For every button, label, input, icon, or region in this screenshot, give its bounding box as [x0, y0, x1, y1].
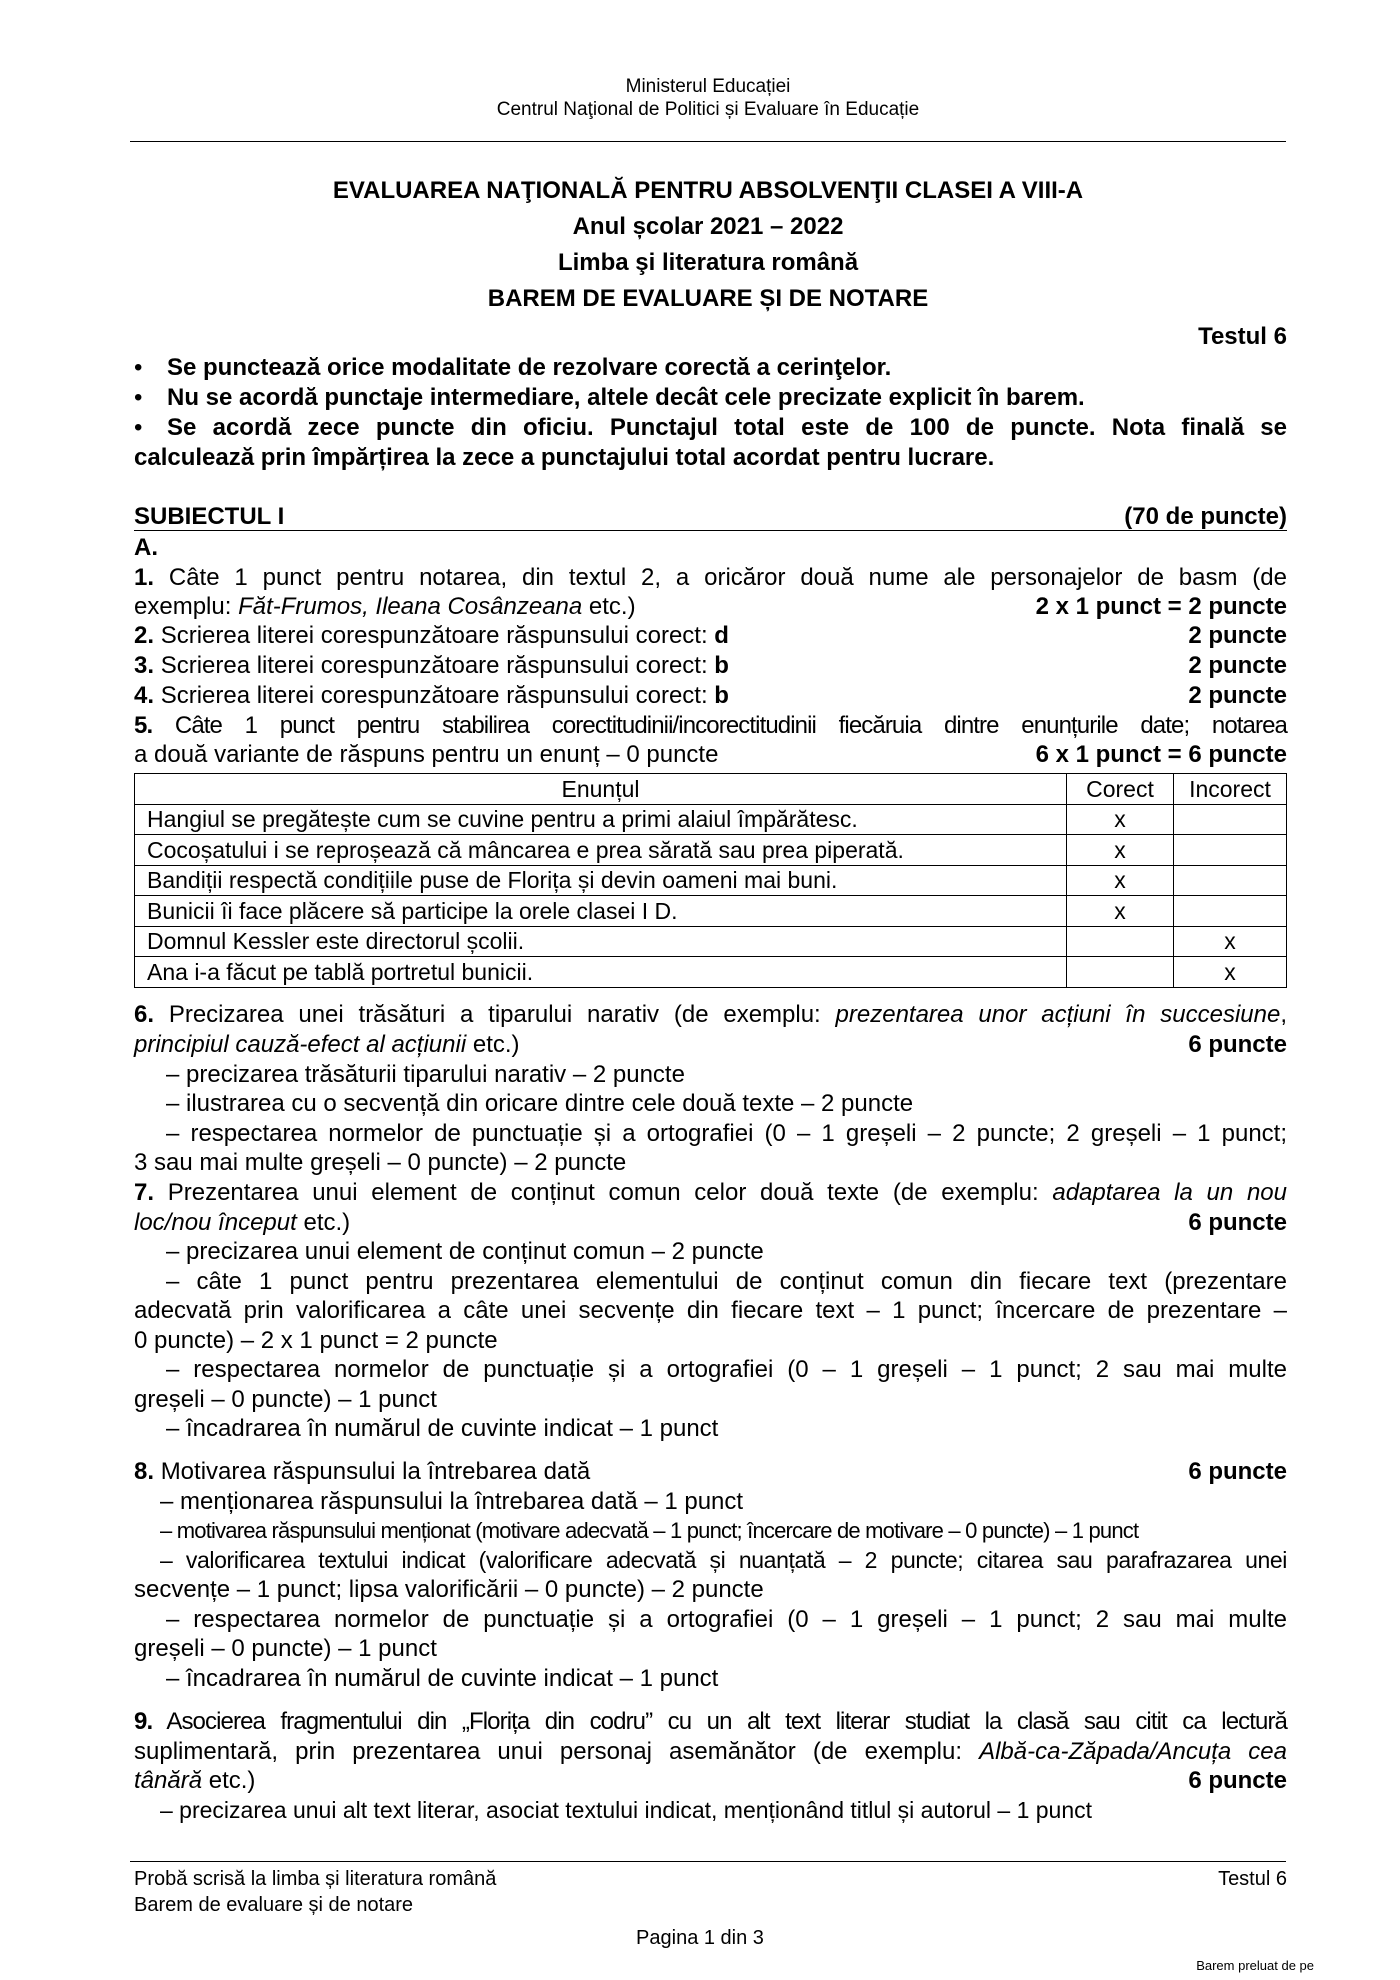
table-row [135, 957, 1287, 988]
correct-cell [1067, 957, 1174, 988]
test-number: Testul 6 [1198, 323, 1287, 350]
question-5-points: 6 x 1 punct = 6 puncte [1035, 741, 1287, 768]
incorrect-cell: x [1174, 926, 1287, 957]
criterion: – câte 1 punct pentru prezentarea elementului de conținut comun din fiecare text (prezentare [166, 1268, 1287, 1295]
table-row [135, 835, 1287, 866]
question-9-line2: suplimentară, prin prezentarea unui personaj asemănător (de exemplu: Albă-ca-Zăpada/Ancuța cea [134, 1738, 1288, 1765]
criterion: – încadrarea în numărul de cuvinte indicat – 1 punct [166, 1415, 719, 1442]
question-1-points: 2 x 1 punct = 2 puncte [1035, 593, 1287, 620]
incorrect-cell [1174, 804, 1287, 835]
criterion-continuation: adecvată prin valorificarea a câte unei secvențe din fiecare text – 1 punct; încercare de prezentare – [134, 1297, 1287, 1324]
school-year: Anul școlar 2021 – 2022 [572, 213, 844, 240]
ministry-name: Ministerul Educației [625, 76, 791, 97]
statement-cell: Ana i-a făcut pe tablă portretul bunicii. [135, 957, 1067, 988]
barem-title: BAREM DE EVALUARE ȘI DE NOTARE [487, 285, 929, 312]
question-6-line2: principiul cauză-efect al acțiunii etc.) 6 puncte [134, 1031, 1287, 1058]
criterion: – respectarea normelor de punctuație și a ortografiei (0 – 1 greșeli – 2 puncte; 2 greșeli – 1 punct; [166, 1120, 1287, 1147]
header-rule [130, 141, 1286, 142]
bullet-icon: • [134, 354, 143, 381]
question-8: 8. Motivarea răspunsului la întrebarea dată 6 puncte [134, 1458, 1287, 1485]
incorrect-cell [1174, 865, 1287, 896]
question-9-points: 6 puncte [1188, 1767, 1287, 1794]
rule-item-continuation: calculează prin împărțirea la zece a punctajului total acordat pentru lucrare. [134, 444, 995, 471]
criterion: – precizarea trăsăturii tiparului narativ – 2 puncte [166, 1061, 685, 1088]
question-7-points: 6 puncte [1188, 1209, 1287, 1236]
question-2: 2. Scrierea literei corespunzătoare răspunsului corect: d 2 puncte [134, 622, 1287, 649]
footer-left-2: Barem de evaluare și de notare [134, 1894, 414, 1916]
answer-letter: b [714, 652, 729, 679]
correct-cell: x [1067, 865, 1174, 896]
correct-cell: x [1067, 835, 1174, 866]
table-row [135, 804, 1287, 835]
criterion-continuation: greșeli – 0 puncte) – 1 punct [134, 1386, 437, 1413]
answer-letter: b [714, 682, 729, 709]
table-row [135, 896, 1287, 927]
subject-label: SUBIECTUL I [134, 503, 285, 530]
criterion-continuation: 3 sau mai multe greșeli – 0 puncte) – 2 puncte [134, 1149, 627, 1176]
question-1: 1. Câte 1 punct pentru notarea, din textul 2, a oricăror două nume ale personajelor de basm (de [134, 564, 1287, 591]
question-1-line2: exemplu: Făt-Frumos, Ileana Cosânzeana etc.) 2 x 1 punct = 2 puncte [134, 593, 1287, 620]
table-header: Corect [1067, 774, 1174, 805]
question-8-points: 6 puncte [1188, 1458, 1287, 1485]
criterion: – ilustrarea cu o secvență din oricare dintre cele două texte – 2 puncte [166, 1090, 914, 1117]
criterion: – precizarea unui alt text literar, asociat textului indicat, menționând titlul și autorul – 1 punct [160, 1797, 1093, 1823]
correct-cell: x [1067, 896, 1174, 927]
footer-rule [130, 1861, 1286, 1862]
question-6-points: 6 puncte [1188, 1031, 1287, 1058]
source-note: Barem preluat de pe [1196, 1958, 1314, 1973]
subject-points: (70 de puncte) [1124, 503, 1287, 530]
criterion-continuation: secvențe – 1 punct; lipsa valorificării – 0 puncte) – 2 puncte [134, 1576, 764, 1603]
table-header: Incorect [1174, 774, 1287, 805]
document-page: Ministerul Educației Centrul Naţional de Politici și Evaluare în Educație EVALUAREA NAŢIONALĂ PENTRU ABSOLVENŢII CLASEI A VIII-A Anul școlar 2021 – 2022 Limba şi literatura română BAREM DE EVALUARE ȘI DE NOTARE Testul 6 • Se punctează orice modalitate de rezolvare corectă a cerinţelor. • Nu se acordă punctaje intermediare, altele decât cele precizate explicit în barem. • Se acordă zece puncte din oficiu. Punctajul total este de 100 de puncte. Nota finală se calculează prin împărțirea la zece a punctajului total acordat pentru lucrare. SUBIECTUL I (70 de puncte) A. 1. Câte 1 punct pentru notarea, din textul 2, a oricăror două nume ale personajelor de basm (de exemplu: Făt-Frumos, Ileana Cosânzeana etc.) 2 x 1 punct = 2 puncte 2. Scrierea literei corespunzătoare răspunsului corect: d 2 puncte 3. Scrierea literei corespunzătoare răspunsului corect: b 2 puncte 4. Scrierea literei corespunzătoare răspunsului corect: b 2 puncte 5. Câte 1 punct pentru stabilirea corectitudinii/incorectitudinii fiecăruia dintre enunțurile date; notarea a două variante de răspuns pentru un enunț – 0 puncte 6 x 1 punct = 6 puncte Enunțul Corect Incorect Hangiul se pregătește cum se cuvine pentru a primi alaiul împărătesc. x Cocoșatului i se reproșează că mâncarea e prea sărată sau prea piperată. x Bandiții respectă condițiile puse de Florița și devin oameni mai buni. x Bunicii îi face plăcere să participe la orele clasei I D. x Domnul Kessler este directorul școlii. x Ana i-a făcut pe tablă portretul bunicii. x 6. Precizarea unei trăsături a tiparului narativ (de exemplu: prezentarea unor acțiuni în succesiune, principiul cauză-efect al acțiunii etc.) 6 puncte – precizarea trăsăturii tiparului narativ – 2 puncte – ilustrarea cu o secvență din oricare dintre cele două texte – 2 puncte – respectarea normelor de punctuație și a ortografiei (0 – 1 greșeli – 2 puncte; 2 greșeli – 1 punct; 3 sau mai multe greșeli – 0 puncte) – 2 puncte 7. Prezentarea unui element de conținut comun celor două texte (de exemplu: adaptarea la un nou loc/nou început etc.) 6 puncte – precizarea unui element de conținut comun – 2 puncte – câte 1 punct pentru prezentarea elementului de conținut comun din fiecare text (prezentare adecvată prin valorificarea a câte unei secvențe din fiecare text – 1 punct; încercare de prezentare – 0 puncte) – 2 x 1 punct = 2 puncte – respectarea normelor de punctuație și a ortografiei (0 – 1 greșeli – 1 punct; 2 sau mai multe greșeli – 0 puncte) – 1 punct – încadrarea în numărul de cuvinte indicat – 1 punct 8. Motivarea răspunsului la întrebarea dată 6 puncte – menționarea răspunsului la întrebarea dată – 1 punct – motivarea răspunsului menționat (motivare adecvată – 1 punct; încercare de motivare – 0 puncte) – 1 punct – valorificarea textului indicat (valorificare adecvată și nuanțată – 2 puncte; citarea sau parafrazarea unei secvențe – 1 punct; lipsa valorificării – 0 puncte) – 2 puncte – respectarea normelor de punctuație și a ortografiei (0 – 1 greșeli – 1 punct; 2 sau mai multe greșeli – 0 puncte) – 1 punct – încadrarea în numărul de cuvinte indicat – 1 punct 9. Asocierea fragmentului din „Florița din codru” cu un alt text literar studiat la clasă sau citit ca lectură suplimentară, prin prezentarea unui personaj asemănător (de exemplu: Albă-ca-Zăpada/Ancuța cea tânără etc.) 6 puncte – precizarea unui alt text literar, asociat textului indicat, menționând titlul și autorul – 1 punct Probă scrisă la limba și literatura română Testul 6 Barem de evaluare și de notare Pagina 1 din 3 Barem preluat de pe [0, 0, 1400, 1980]
answer-letter: d [714, 622, 729, 649]
correct-cell: x [1067, 804, 1174, 835]
question-5-line2: a două variante de răspuns pentru un enunț – 0 puncte 6 x 1 punct = 6 puncte [134, 741, 1287, 768]
bullet-icon: • [134, 384, 143, 411]
correct-cell [1067, 926, 1174, 957]
criterion: – menționarea răspunsului la întrebarea dată – 1 punct [160, 1488, 744, 1515]
statement-cell: Domnul Kessler este directorul școlii. [135, 926, 1067, 957]
exam-title: EVALUAREA NAŢIONALĂ PENTRU ABSOLVENŢII CLASEI A VIII-A [332, 177, 1084, 204]
table-header: Enunțul [135, 774, 1067, 805]
center-name: Centrul Naţional de Politici și Evaluare în Educație [496, 99, 920, 120]
criterion-continuation: greșeli – 0 puncte) – 1 punct [134, 1635, 437, 1662]
criterion: – respectarea normelor de punctuație și a ortografiei (0 – 1 greșeli – 1 punct; 2 sau mai multe [166, 1606, 1287, 1633]
question-5: 5. Câte 1 punct pentru stabilirea corectitudinii/incorectitudinii fiecăruia dintre enunțurile date; notarea [134, 712, 1287, 739]
incorrect-cell: x [1174, 957, 1287, 988]
criterion: – încadrarea în numărul de cuvinte indicat – 1 punct [166, 1665, 719, 1692]
criterion: – valorificarea textului indicat (valorificare adecvată și nuanțată – 2 puncte; citarea sau parafrazarea unei [160, 1547, 1287, 1573]
incorrect-cell [1174, 896, 1287, 927]
subject-name: Limba şi literatura română [557, 249, 859, 276]
question-7-line2: loc/nou început etc.) 6 puncte [134, 1209, 1287, 1236]
question-9: 9. Asocierea fragmentului din „Florița din codru” cu un alt text literar studiat la clasă sau citit ca lectură [134, 1708, 1287, 1735]
criterion: – respectarea normelor de punctuație și a ortografiei (0 – 1 greșeli – 1 punct; 2 sau mai multe [166, 1356, 1287, 1383]
subject-heading [134, 503, 1287, 531]
criterion-continuation: 0 puncte) – 2 x 1 punct = 2 puncte [134, 1327, 498, 1354]
table-row [135, 926, 1287, 957]
footer-test: Testul 6 [1218, 1868, 1287, 1890]
statement-cell: Bunicii îi face plăcere să participe la orele clasei I D. [135, 896, 1067, 927]
page-number: Pagina 1 din 3 [636, 1927, 764, 1949]
statement-cell: Bandiții respectă condițiile puse de Florița și devin oameni mai buni. [135, 865, 1067, 896]
footer-left-1: Probă scrisă la limba și literatura română [134, 1868, 497, 1890]
bullet-icon: • [134, 414, 143, 441]
statement-cell: Hangiul se pregătește cum se cuvine pentru a primi alaiul împărătesc. [135, 804, 1067, 835]
statement-cell: Cocoșatului i se reproșează că mâncarea e prea sărată sau prea piperată. [135, 835, 1067, 866]
criterion: – precizarea unui element de conținut comun – 2 puncte [166, 1238, 764, 1265]
question-3: 3. Scrierea literei corespunzătoare răspunsului corect: b 2 puncte [134, 652, 1287, 679]
table-row [135, 865, 1287, 896]
question-7: 7. Prezentarea unui element de conținut comun celor două texte (de exemplu: adaptarea la un nou [134, 1179, 1288, 1206]
question-6: 6. Precizarea unei trăsături a tiparului narativ (de exemplu: prezentarea unor acțiuni în succesiune, [134, 1001, 1287, 1028]
question-9-line3: tânără etc.) 6 puncte [134, 1767, 1287, 1794]
incorrect-cell [1174, 835, 1287, 866]
criterion: – motivarea răspunsului menționat (motivare adecvată – 1 punct; încercare de motivare – 0 puncte) – 1 punct [160, 1518, 1139, 1543]
table-header-row [135, 774, 1287, 805]
statements-table [134, 773, 1287, 988]
question-4: 4. Scrierea literei corespunzătoare răspunsului corect: b 2 puncte [134, 682, 1287, 709]
part-label: A. [134, 534, 158, 561]
